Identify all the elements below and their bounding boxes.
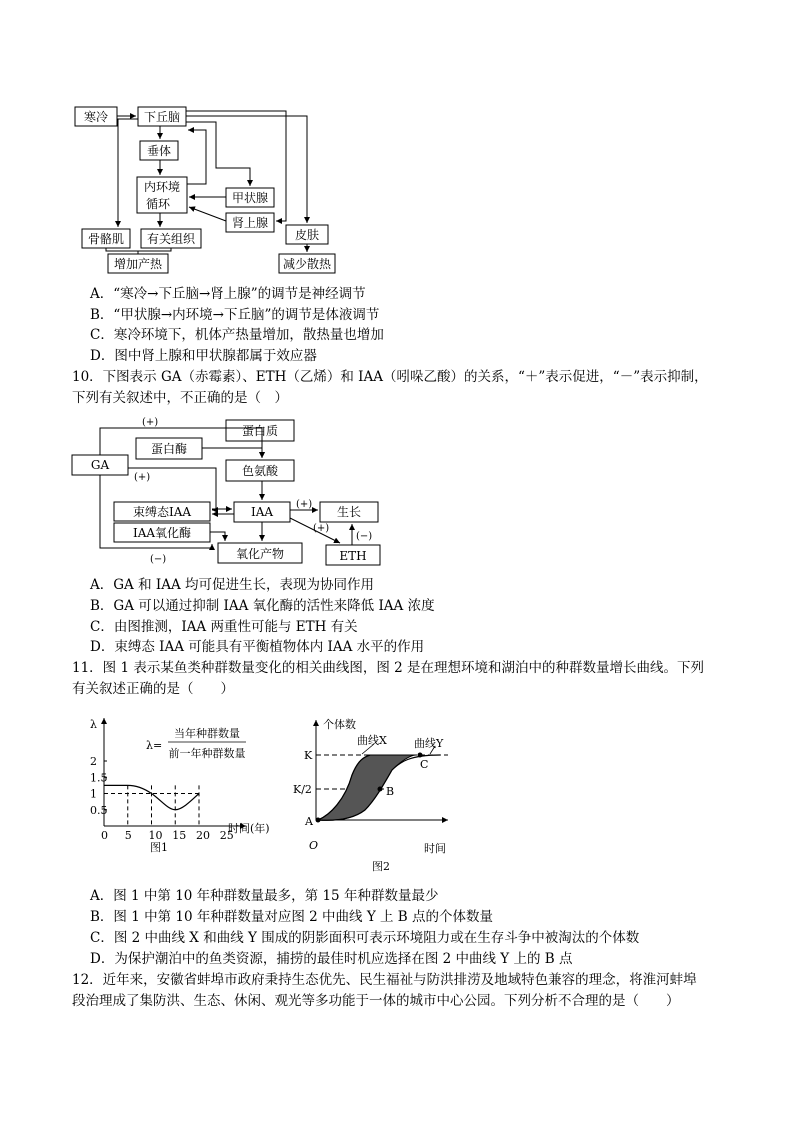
fig1-y-tick-label: 0.5 [90,803,108,817]
adrenal-label: 肾上腺 [231,216,269,230]
q9-option-c: C．寒冷环境下，机体产热量增加，散热量也增加 [90,327,384,343]
hypothalamus-label: 下丘脑 [143,110,181,124]
q11-stem-line2: 有关叙述正确的是（ ） [72,681,234,697]
q11-option-c: C．图 2 中曲线 X 和曲线 Y 围成的阴影面积可表示环境阻力或在生存斗争中被淘汰的个体数 [90,930,640,946]
q9-option-d: D．图中肾上腺和甲状腺都属于效应器 [90,348,317,364]
fig1-lambda-symbol: λ [90,718,97,731]
fig2-k-half-label: K/2 [293,783,312,796]
tryptophan-label: 色氨酸 [241,464,279,478]
thyroid-label: 甲状腺 [231,191,269,205]
skin-label: 皮肤 [294,228,320,242]
minus-sign-oxidase: (−) [150,554,167,565]
q10-stem-line2: 下列有关叙述中，不正确的是（ ） [72,390,288,406]
fig2-curve-y-label: 曲线Y [414,737,444,750]
related-tissue-label: 有关组织 [146,232,196,246]
fig2-x-label: 时间 [424,842,446,855]
fig1-y-tick-label: 2 [90,755,97,768]
fig1-x-tick-label: 10 [148,829,163,842]
reduce-heat-loss-label: 减少散热 [282,257,332,271]
fig1-formula-denominator: 前一年种群数量 [168,747,246,760]
fig1-x-tick-label: 15 [172,829,187,842]
protein-enzyme-label: 蛋白酶 [150,442,188,456]
fig1-x-tick-label: 25 [219,829,234,842]
q10-option-c: C．由图推测，IAA 两重性可能与 ETH 有关 [90,619,358,635]
bound-iaa-label: 束缚态IAA [132,505,192,519]
fig1-formula-numerator: 当年种群数量 [174,727,240,740]
pituitary-label: 垂体 [146,144,172,158]
fig1-caption: 图1 [150,841,168,854]
q9-option-a: A．“寒冷→下丘脑→肾上腺”的调节是神经调节 [90,286,366,302]
fig1-y-tick-label: 1 [90,787,97,801]
q10-option-d: D．束缚态 IAA 可能具有平衡植物体内 IAA 水平的作用 [90,639,425,655]
fig2-point-c-label: C [420,758,429,771]
q11-stem-line1: 11．图 1 表示某鱼类种群数量变化的相关曲线图，图 2 是在理想环境和湖泊中的种群数量增长曲线。下列 [72,660,705,676]
fig2-caption: 图2 [372,860,390,873]
q11-option-b: B．图 1 中第 10 年种群数量对应图 2 中曲线 Y 上 B 点的个体数量 [90,909,494,925]
fig2-k-label: K [304,749,313,762]
internal-env-label-2: 循环 [145,197,171,211]
q11-option-a: A．图 1 中第 10 年种群数量最多，第 15 年种群数量最少 [90,888,439,904]
fig2-curve-x-label: 曲线X [357,734,387,747]
fig1-formula-lhs: λ= [146,739,163,752]
plus-sign-growth: (+) [296,499,313,510]
q10-option-a: A．GA 和 IAA 均可促进生长，表现为协同作用 [90,577,374,593]
fig2-y-label: 个体数 [323,718,356,731]
ga-label: GA [90,458,110,472]
plus-sign-eth: (+) [313,523,330,534]
minus-sign-eth: (−) [356,531,373,542]
increase-heat-label: 增加产热 [113,257,163,271]
plant-hormone-diagram [72,420,380,565]
plus-sign-ga-bound: (+) [134,472,151,483]
q11-option-d: D．为保护潮泊中的鱼类资源，捕捞的最佳时机应选择在图 2 中曲线 Y 上的 B 点 [90,951,573,967]
fig2-point-a-label: A [305,815,313,828]
fig2-origin-label: O [309,839,319,852]
cold-label: 寒冷 [83,110,109,124]
fig1-x-tick-label: 5 [124,829,132,842]
fig1-x-label: 时间(年) [228,822,270,835]
eth-label: ETH [339,549,367,563]
fig2-point-b-label: B [386,785,395,798]
q10-option-b: B．GA 可以通过抑制 IAA 氧化酶的活性来降低 IAA 浓度 [90,598,435,614]
fig1-x-tick-label: 20 [196,829,210,842]
q10-stem-line1: 10．下图表示 GA（赤霉素）、ETH（乙烯）和 IAA（吲哚乙酸）的关系，“＋”表示促进，“－”表示抑制， [72,369,708,385]
iaa-oxidase-label: IAA氧化酶 [132,526,192,540]
iaa-label: IAA [250,505,274,519]
plus-sign-ga-top: (+) [142,417,159,428]
q12-line2: 段治理成了集防洪、生态、休闲、观光等多功能于一体的城市中心公园。下列分析不合理的是（ ） [72,993,680,1009]
growth-label: 生长 [336,505,362,519]
fig1-y-tick-label: 1.5 [90,771,108,785]
internal-env-label-1: 内环境 [143,180,181,194]
fig1-x-tick-label: 0 [101,829,108,842]
q9-option-b: B．“甲状腺→内环境→下丘脑”的调节是体液调节 [90,307,380,323]
protein-label: 蛋白质 [241,424,279,438]
q12-line1: 12．近年来，安徽省蚌埠市政府秉持生态优先、民生福祉与防洪排涝及地域特色兼容的理念，将淮河蚌埠 [72,972,697,988]
skeletal-muscle-label: 骨骼肌 [87,232,125,246]
oxidation-products-label: 氧化产物 [235,547,285,561]
